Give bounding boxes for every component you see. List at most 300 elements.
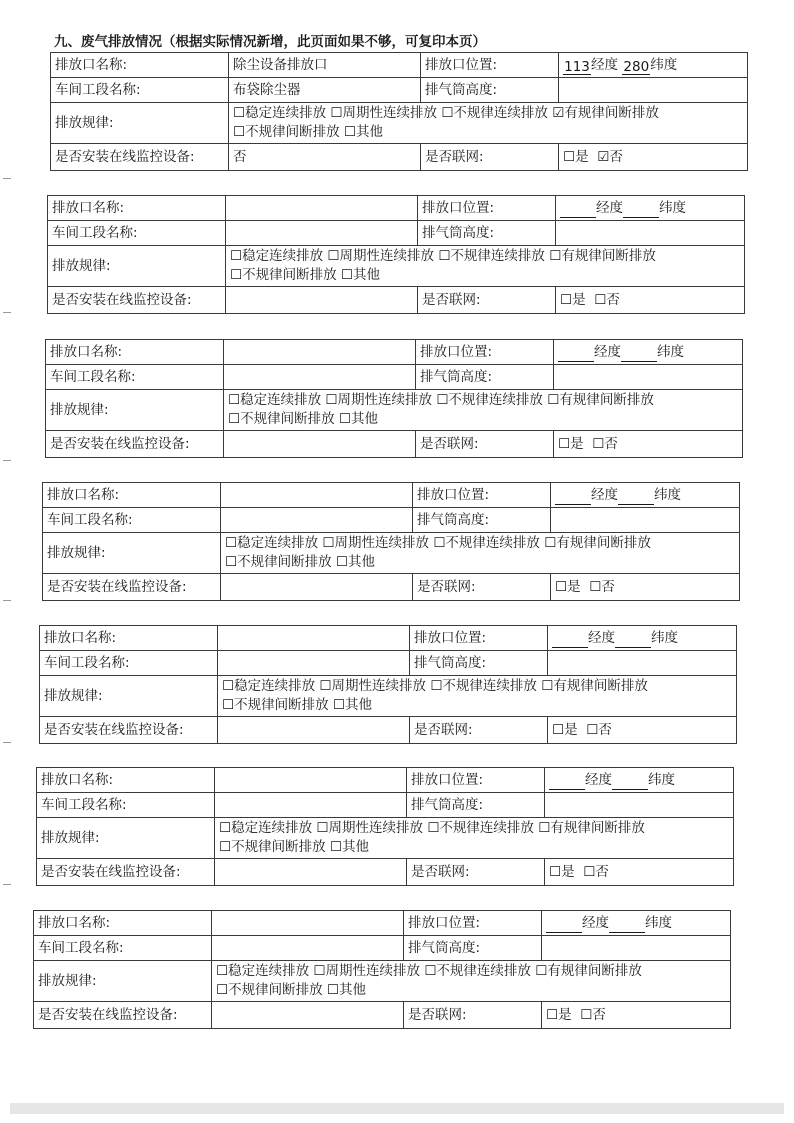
outlet-position-value bbox=[554, 340, 743, 365]
networked-label: 是否联网: bbox=[404, 1002, 542, 1029]
checkbox-icon[interactable]: ☑ bbox=[597, 148, 610, 165]
checkbox-icon[interactable]: ☐ bbox=[583, 863, 596, 880]
latitude-field[interactable] bbox=[612, 773, 648, 790]
pattern-option[interactable] bbox=[225, 554, 332, 570]
checkbox-icon[interactable]: ☐ bbox=[560, 291, 573, 308]
outlet-name-label: 排放口名称: bbox=[51, 53, 229, 78]
latitude-label: 纬度 bbox=[651, 629, 678, 646]
networked-option-label: 否 bbox=[609, 148, 623, 165]
networked-option-label: 否 bbox=[606, 291, 620, 308]
pattern-option-label: 稳定连续排放 bbox=[242, 248, 324, 264]
networked-options bbox=[551, 574, 740, 601]
pattern-option[interactable] bbox=[538, 820, 645, 836]
pattern-option[interactable] bbox=[427, 820, 534, 836]
workshop-value[interactable] bbox=[215, 793, 407, 818]
pattern-option-label: 稳定连续排放 bbox=[231, 820, 313, 836]
checkbox-icon[interactable]: ☐ bbox=[233, 124, 246, 140]
outlet-form-table bbox=[50, 52, 748, 171]
pattern-option-label: 稳定连续排放 bbox=[240, 392, 322, 408]
checkbox-icon[interactable]: ☐ bbox=[433, 535, 446, 551]
workshop-label: 车间工段名称: bbox=[43, 508, 221, 533]
outlet-position-label: 排放口位置: bbox=[413, 483, 551, 508]
checkbox-icon[interactable]: ☐ bbox=[222, 697, 235, 713]
pattern-option-label: 不规律间断排放 bbox=[242, 267, 337, 283]
outlet-form-table bbox=[39, 625, 737, 744]
latitude-label: 纬度 bbox=[659, 199, 686, 216]
outlet-position-value bbox=[556, 196, 745, 221]
pattern-option[interactable] bbox=[424, 963, 531, 979]
outlet-position-label: 排放口位置: bbox=[410, 626, 548, 651]
workshop-value[interactable] bbox=[218, 651, 410, 676]
emission-pattern-options bbox=[218, 676, 737, 717]
networked-label: 是否联网: bbox=[416, 431, 554, 458]
pattern-option-label: 稳定连续排放 bbox=[228, 963, 310, 979]
pattern-option[interactable] bbox=[230, 248, 323, 264]
networked-label: 是否联网: bbox=[407, 859, 545, 886]
outlet-name-label: 排放口名称: bbox=[37, 768, 215, 793]
pattern-option-label: 不规律连续排放 bbox=[436, 963, 531, 979]
pattern-option[interactable] bbox=[436, 392, 543, 408]
networked-option[interactable] bbox=[563, 149, 589, 165]
networked-option[interactable] bbox=[549, 864, 575, 880]
checkbox-icon[interactable]: ☐ bbox=[549, 248, 562, 264]
networked-option-label: 否 bbox=[604, 435, 618, 452]
workshop-label: 车间工段名称: bbox=[46, 365, 224, 390]
online-monitor-label: 是否安装在线监控设备: bbox=[48, 287, 226, 314]
outlet-form-table bbox=[47, 195, 745, 314]
checkbox-icon[interactable]: ☐ bbox=[322, 535, 335, 551]
networked-options bbox=[545, 859, 734, 886]
pattern-option[interactable] bbox=[544, 535, 651, 551]
emission-pattern-label: 排放规律: bbox=[34, 961, 212, 1002]
outlet-form-table bbox=[42, 482, 740, 601]
networked-option-label: 是 bbox=[572, 291, 586, 308]
checkbox-icon[interactable]: ☐ bbox=[319, 678, 332, 694]
networked-option-label: 是 bbox=[564, 721, 578, 738]
checkbox-icon[interactable]: ☐ bbox=[563, 148, 576, 165]
checkbox-icon[interactable]: ☐ bbox=[594, 291, 607, 308]
longitude-field[interactable] bbox=[546, 916, 582, 933]
stack-height-label: 排气筒高度: bbox=[421, 78, 559, 103]
pattern-option[interactable] bbox=[344, 124, 383, 140]
checkbox-icon[interactable]: ☐ bbox=[438, 248, 451, 264]
stack-height-value[interactable] bbox=[551, 508, 740, 533]
pattern-option-label: 周期性连续排放 bbox=[325, 963, 421, 979]
networked-label: 是否联网: bbox=[413, 574, 551, 601]
longitude-field[interactable] bbox=[549, 773, 585, 790]
outlet-position-label: 排放口位置: bbox=[418, 196, 556, 221]
longitude-label: 经度 bbox=[582, 914, 609, 931]
checkbox-icon[interactable]: ☐ bbox=[535, 963, 548, 979]
networked-option-label: 是 bbox=[561, 863, 575, 880]
latitude-label: 纬度 bbox=[650, 56, 678, 73]
pattern-option-label: 周期性连续排放 bbox=[337, 392, 433, 408]
outlet-name-value[interactable] bbox=[226, 196, 418, 221]
pattern-option[interactable] bbox=[230, 267, 337, 283]
emission-pattern-label: 排放规律: bbox=[48, 246, 226, 287]
longitude-label: 经度 bbox=[588, 629, 615, 646]
checkbox-icon[interactable]: ☐ bbox=[327, 248, 340, 264]
outlet-name-value[interactable] bbox=[212, 911, 404, 936]
workshop-label: 车间工段名称: bbox=[34, 936, 212, 961]
outlet-position-value bbox=[545, 768, 734, 793]
workshop-value[interactable] bbox=[224, 365, 416, 390]
emission-pattern-label: 排放规律: bbox=[46, 390, 224, 431]
scan-edge-bar bbox=[10, 1103, 784, 1114]
networked-label: 是否联网: bbox=[421, 144, 559, 171]
pattern-option-label: 其他 bbox=[356, 124, 384, 140]
checkbox-icon[interactable]: ☐ bbox=[544, 535, 557, 551]
workshop-label: 车间工段名称: bbox=[51, 78, 229, 103]
pattern-option-label: 周期性连续排放 bbox=[334, 535, 430, 551]
networked-option[interactable] bbox=[555, 579, 581, 595]
pattern-option[interactable] bbox=[541, 678, 648, 694]
longitude-field[interactable] bbox=[555, 488, 591, 505]
stack-height-label: 排气筒高度: bbox=[407, 793, 545, 818]
pattern-option[interactable] bbox=[319, 678, 426, 694]
pattern-option-label: 有规律间断排放 bbox=[559, 392, 654, 408]
outlet-form-table bbox=[33, 910, 731, 1029]
pattern-option-label: 不规律间断排放 bbox=[240, 411, 335, 427]
online-monitor-label: 是否安装在线监控设备: bbox=[46, 431, 224, 458]
outlet-name-value[interactable] bbox=[221, 483, 413, 508]
pattern-option[interactable] bbox=[341, 267, 380, 283]
checkbox-icon[interactable]: ☐ bbox=[216, 982, 229, 998]
pattern-option[interactable] bbox=[322, 535, 429, 551]
networked-option[interactable] bbox=[594, 292, 620, 308]
pattern-option[interactable] bbox=[219, 839, 326, 855]
pattern-option-label: 其他 bbox=[353, 267, 381, 283]
stack-height-label: 排气筒高度: bbox=[404, 936, 542, 961]
checkbox-icon[interactable]: ☐ bbox=[325, 392, 338, 408]
online-monitor-value[interactable] bbox=[224, 431, 416, 458]
longitude-field[interactable] bbox=[558, 345, 594, 362]
pattern-option-label: 不规律间断排放 bbox=[228, 982, 323, 998]
pattern-option-label: 不规律间断排放 bbox=[245, 124, 340, 140]
checkbox-icon[interactable]: ☐ bbox=[313, 963, 326, 979]
latitude-field[interactable] bbox=[621, 345, 657, 362]
pattern-option[interactable] bbox=[433, 535, 540, 551]
pattern-option[interactable] bbox=[228, 411, 335, 427]
checkbox-icon[interactable]: ☐ bbox=[316, 820, 329, 836]
outlet-position-value bbox=[542, 911, 731, 936]
pattern-option-label: 其他 bbox=[339, 982, 367, 998]
longitude-field[interactable] bbox=[560, 201, 596, 218]
online-monitor-value[interactable]: 否 bbox=[229, 144, 421, 171]
longitude-label: 经度 bbox=[594, 343, 621, 360]
pattern-option-label: 其他 bbox=[348, 554, 376, 570]
pattern-option[interactable] bbox=[552, 105, 659, 121]
checkbox-icon[interactable]: ☐ bbox=[580, 1006, 593, 1023]
checkbox-icon[interactable]: ☐ bbox=[538, 820, 551, 836]
pattern-option[interactable] bbox=[438, 248, 545, 264]
pattern-option[interactable] bbox=[339, 411, 378, 427]
workshop-label: 车间工段名称: bbox=[40, 651, 218, 676]
pattern-option-label: 有规律间断排放 bbox=[550, 820, 645, 836]
pattern-option[interactable] bbox=[535, 963, 642, 979]
pattern-option-label: 周期性连续排放 bbox=[328, 820, 424, 836]
emission-pattern-label: 排放规律: bbox=[40, 676, 218, 717]
checkbox-icon[interactable]: ☐ bbox=[549, 863, 562, 880]
scan-margin-mark bbox=[3, 178, 11, 179]
online-monitor-value[interactable] bbox=[226, 287, 418, 314]
scan-margin-mark bbox=[3, 600, 11, 601]
networked-options bbox=[559, 144, 748, 171]
pattern-option-label: 不规律连续排放 bbox=[450, 248, 545, 264]
checkbox-icon[interactable]: ☐ bbox=[547, 392, 560, 408]
checkbox-icon[interactable]: ☐ bbox=[219, 839, 232, 855]
checkbox-icon[interactable]: ☐ bbox=[216, 963, 229, 979]
checkbox-icon[interactable]: ☐ bbox=[427, 820, 440, 836]
stack-height-label: 排气筒高度: bbox=[416, 365, 554, 390]
outlet-name-value[interactable]: 除尘设备排放口 bbox=[229, 53, 421, 78]
emission-pattern-options bbox=[224, 390, 743, 431]
networked-option-label: 是 bbox=[567, 578, 581, 595]
workshop-value[interactable] bbox=[212, 936, 404, 961]
networked-options bbox=[554, 431, 743, 458]
stack-height-value[interactable] bbox=[542, 936, 731, 961]
checkbox-icon[interactable]: ☐ bbox=[222, 678, 235, 694]
pattern-option[interactable] bbox=[216, 963, 309, 979]
stack-height-label: 排气筒高度: bbox=[413, 508, 551, 533]
networked-option[interactable] bbox=[546, 1007, 572, 1023]
online-monitor-label: 是否安装在线监控设备: bbox=[40, 717, 218, 744]
latitude-label: 纬度 bbox=[654, 486, 681, 503]
outlet-position-value bbox=[559, 53, 748, 78]
checkbox-icon[interactable]: ☐ bbox=[225, 535, 238, 551]
longitude-label: 经度 bbox=[596, 199, 623, 216]
outlet-position-label: 排放口位置: bbox=[404, 911, 542, 936]
checkbox-icon[interactable]: ☐ bbox=[555, 578, 568, 595]
latitude-field[interactable] bbox=[609, 916, 645, 933]
stack-height-label: 排气筒高度: bbox=[410, 651, 548, 676]
workshop-value[interactable]: 布袋除尘器 bbox=[229, 78, 421, 103]
networked-option[interactable] bbox=[552, 722, 578, 738]
workshop-value[interactable] bbox=[226, 221, 418, 246]
online-monitor-label: 是否安装在线监控设备: bbox=[51, 144, 229, 171]
pattern-option[interactable] bbox=[327, 248, 434, 264]
latitude-label: 纬度 bbox=[645, 914, 672, 931]
pattern-option[interactable] bbox=[222, 678, 315, 694]
pattern-option[interactable] bbox=[325, 392, 432, 408]
latitude-field[interactable]: 280 bbox=[623, 58, 650, 75]
pattern-option[interactable] bbox=[313, 963, 420, 979]
checkbox-icon[interactable]: ☐ bbox=[335, 554, 349, 570]
pattern-option[interactable] bbox=[330, 105, 437, 121]
emission-pattern-options bbox=[212, 961, 731, 1002]
outlet-name-label: 排放口名称: bbox=[40, 626, 218, 651]
pattern-option[interactable] bbox=[441, 105, 548, 121]
checkbox-icon[interactable]: ☐ bbox=[329, 839, 343, 855]
pattern-option-label: 不规律间断排放 bbox=[237, 554, 332, 570]
checkbox-icon[interactable]: ☐ bbox=[592, 435, 605, 452]
checkbox-icon[interactable]: ☐ bbox=[233, 105, 246, 121]
checkbox-icon[interactable]: ☐ bbox=[326, 982, 340, 998]
outlet-position-label: 排放口位置: bbox=[421, 53, 559, 78]
networked-option-label: 是 bbox=[570, 435, 584, 452]
online-monitor-value[interactable] bbox=[221, 574, 413, 601]
pattern-option-label: 不规律连续排放 bbox=[448, 392, 543, 408]
networked-option[interactable] bbox=[592, 436, 618, 452]
emission-pattern-options bbox=[215, 818, 734, 859]
checkbox-icon[interactable]: ☐ bbox=[230, 248, 243, 264]
networked-options bbox=[556, 287, 745, 314]
networked-option[interactable] bbox=[597, 149, 623, 165]
checkbox-icon[interactable]: ☐ bbox=[558, 435, 571, 452]
stack-height-value[interactable] bbox=[556, 221, 745, 246]
checkbox-icon[interactable]: ☐ bbox=[338, 411, 352, 427]
networked-label: 是否联网: bbox=[410, 717, 548, 744]
stack-height-value[interactable] bbox=[559, 78, 748, 103]
longitude-label: 经度 bbox=[591, 486, 618, 503]
workshop-label: 车间工段名称: bbox=[48, 221, 226, 246]
pattern-option-label: 有规律间断排放 bbox=[556, 535, 651, 551]
stack-height-value[interactable] bbox=[554, 365, 743, 390]
longitude-label: 经度 bbox=[591, 56, 618, 73]
pattern-option[interactable] bbox=[330, 839, 369, 855]
pattern-option-label: 不规律连续排放 bbox=[439, 820, 534, 836]
pattern-option-label: 有规律间断排放 bbox=[564, 105, 659, 121]
section-title: 九、废气排放情况（根据实际情况新增，此页面如果不够，可复印本页） bbox=[54, 34, 486, 50]
pattern-option[interactable] bbox=[333, 697, 372, 713]
outlet-name-label: 排放口名称: bbox=[34, 911, 212, 936]
longitude-field[interactable]: 113 bbox=[564, 58, 590, 75]
stack-height-label: 排气筒高度: bbox=[418, 221, 556, 246]
stack-height-value[interactable] bbox=[545, 793, 734, 818]
pattern-option[interactable] bbox=[228, 392, 321, 408]
emission-pattern-label: 排放规律: bbox=[37, 818, 215, 859]
online-monitor-label: 是否安装在线监控设备: bbox=[37, 859, 215, 886]
latitude-label: 纬度 bbox=[648, 771, 675, 788]
checkbox-icon[interactable]: ☐ bbox=[230, 267, 243, 283]
pattern-option-label: 不规律连续排放 bbox=[442, 678, 537, 694]
emission-pattern-options bbox=[221, 533, 740, 574]
checkbox-icon[interactable]: ☑ bbox=[552, 105, 565, 121]
networked-options bbox=[542, 1002, 731, 1029]
pattern-option[interactable] bbox=[430, 678, 537, 694]
longitude-label: 经度 bbox=[585, 771, 612, 788]
longitude-field[interactable] bbox=[552, 631, 588, 648]
online-monitor-label: 是否安装在线监控设备: bbox=[43, 574, 221, 601]
checkbox-icon[interactable]: ☐ bbox=[340, 267, 354, 283]
networked-option[interactable] bbox=[558, 436, 584, 452]
outlet-name-value[interactable] bbox=[218, 626, 410, 651]
pattern-option-label: 不规律间断排放 bbox=[231, 839, 326, 855]
emission-pattern-label: 排放规律: bbox=[51, 103, 229, 144]
checkbox-icon[interactable]: ☐ bbox=[546, 1006, 559, 1023]
checkbox-icon[interactable]: ☐ bbox=[424, 963, 437, 979]
pattern-option[interactable] bbox=[219, 820, 312, 836]
checkbox-icon[interactable]: ☐ bbox=[228, 392, 241, 408]
scan-margin-mark bbox=[3, 312, 11, 313]
pattern-option[interactable] bbox=[336, 554, 375, 570]
checkbox-icon[interactable]: ☐ bbox=[586, 721, 599, 738]
networked-option-label: 否 bbox=[601, 578, 615, 595]
checkbox-icon[interactable]: ☐ bbox=[228, 411, 241, 427]
pattern-option[interactable] bbox=[547, 392, 654, 408]
pattern-option[interactable] bbox=[549, 248, 656, 264]
pattern-option[interactable] bbox=[222, 697, 329, 713]
checkbox-icon[interactable]: ☐ bbox=[552, 721, 565, 738]
pattern-option[interactable] bbox=[216, 982, 323, 998]
networked-label: 是否联网: bbox=[418, 287, 556, 314]
checkbox-icon[interactable]: ☐ bbox=[225, 554, 238, 570]
networked-option-label: 否 bbox=[592, 1006, 606, 1023]
pattern-option-label: 稳定连续排放 bbox=[245, 105, 327, 121]
outlet-name-value[interactable] bbox=[224, 340, 416, 365]
networked-option[interactable] bbox=[586, 722, 612, 738]
scan-margin-mark bbox=[3, 884, 11, 885]
latitude-field[interactable] bbox=[615, 631, 651, 648]
emission-pattern-label: 排放规律: bbox=[43, 533, 221, 574]
pattern-option-label: 不规律连续排放 bbox=[445, 535, 540, 551]
networked-option[interactable] bbox=[580, 1007, 606, 1023]
pattern-option-label: 其他 bbox=[345, 697, 373, 713]
online-monitor-value[interactable] bbox=[218, 717, 410, 744]
emission-pattern-options bbox=[226, 246, 745, 287]
online-monitor-value[interactable] bbox=[212, 1002, 404, 1029]
scan-margin-mark bbox=[3, 460, 11, 461]
networked-options bbox=[548, 717, 737, 744]
checkbox-icon[interactable]: ☐ bbox=[541, 678, 554, 694]
latitude-field[interactable] bbox=[623, 201, 659, 218]
checkbox-icon[interactable]: ☐ bbox=[219, 820, 232, 836]
checkbox-icon[interactable]: ☐ bbox=[430, 678, 443, 694]
networked-option-label: 否 bbox=[595, 863, 609, 880]
pattern-option-label: 稳定连续排放 bbox=[237, 535, 319, 551]
outlet-form-table bbox=[36, 767, 734, 886]
networked-option[interactable] bbox=[560, 292, 586, 308]
pattern-option-label: 周期性连续排放 bbox=[339, 248, 435, 264]
pattern-option-label: 不规律连续排放 bbox=[453, 105, 548, 121]
outlet-form-table bbox=[45, 339, 743, 458]
pattern-option-label: 其他 bbox=[351, 411, 379, 427]
checkbox-icon[interactable]: ☐ bbox=[332, 697, 346, 713]
pattern-option[interactable] bbox=[316, 820, 423, 836]
checkbox-icon[interactable]: ☐ bbox=[441, 105, 454, 121]
networked-option-label: 是 bbox=[575, 148, 589, 165]
outlet-name-value[interactable] bbox=[215, 768, 407, 793]
pattern-option[interactable] bbox=[233, 124, 340, 140]
pattern-option-label: 稳定连续排放 bbox=[234, 678, 316, 694]
pattern-option[interactable] bbox=[225, 535, 318, 551]
latitude-field[interactable] bbox=[618, 488, 654, 505]
online-monitor-value[interactable] bbox=[215, 859, 407, 886]
pattern-option-label: 周期性连续排放 bbox=[342, 105, 438, 121]
outlet-name-label: 排放口名称: bbox=[48, 196, 226, 221]
pattern-option[interactable] bbox=[233, 105, 326, 121]
networked-option[interactable] bbox=[583, 864, 609, 880]
latitude-label: 纬度 bbox=[657, 343, 684, 360]
networked-option[interactable] bbox=[589, 579, 615, 595]
checkbox-icon[interactable]: ☐ bbox=[436, 392, 449, 408]
checkbox-icon[interactable]: ☐ bbox=[330, 105, 343, 121]
checkbox-icon[interactable]: ☐ bbox=[589, 578, 602, 595]
workshop-label: 车间工段名称: bbox=[37, 793, 215, 818]
workshop-value[interactable] bbox=[221, 508, 413, 533]
pattern-option-label: 有规律间断排放 bbox=[561, 248, 656, 264]
scan-margin-mark bbox=[3, 742, 11, 743]
checkbox-icon[interactable]: ☐ bbox=[343, 124, 357, 140]
stack-height-value[interactable] bbox=[548, 651, 737, 676]
pattern-option-label: 其他 bbox=[342, 839, 370, 855]
pattern-option[interactable] bbox=[327, 982, 366, 998]
networked-option-label: 是 bbox=[558, 1006, 572, 1023]
outlet-position-value bbox=[551, 483, 740, 508]
pattern-option-label: 有规律间断排放 bbox=[553, 678, 648, 694]
outlet-name-label: 排放口名称: bbox=[46, 340, 224, 365]
pattern-option-label: 周期性连续排放 bbox=[331, 678, 427, 694]
